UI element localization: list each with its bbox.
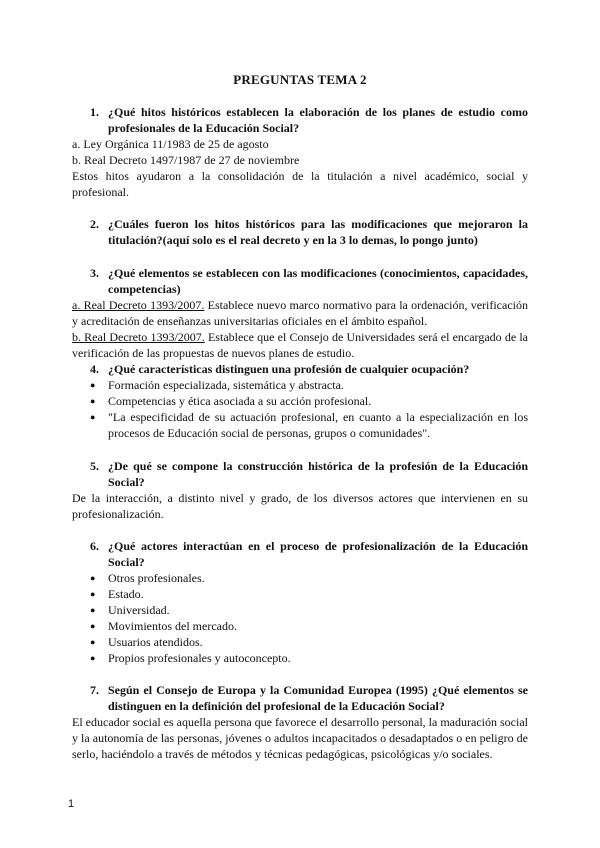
answer-line: b. Real Decreto 1497/1987 de 27 de noviembre [72,153,300,167]
question-3 [90,265,528,297]
question-7 [90,682,528,714]
question-5 [90,458,528,490]
answer-1 [72,136,528,200]
decree-text: Establece nuevo marco normativo para la ordenación, verificación y acreditación de enseñanzas universitarias oficiales en el ámbito español. [72,298,528,328]
question-text: Según el Consejo de Europa y la Comunidad Europea (1995) ¿Qué elementos se distinguen en la definición del profesional de la Educación Social? [108,683,528,713]
question-number: 6. [90,539,99,553]
answer-paragraph: El educador social es aquella persona que favorece el desarrollo personal, la maduración social y la autonomía de las personas, jóvenes o adultos incapacitados o desadaptados o en peligro de serlo, haciéndolo a través de métodos y técnicas pedagógicas, psicológicas y/o sociales. [72,715,528,761]
question-number: 1. [90,105,99,119]
list-item: ● Estado. [90,586,528,602]
question-text: ¿Qué actores interactúan en el proceso de profesionalización de la Educación Social? [108,539,528,569]
question-number: 2. [90,217,99,231]
answer-paragraph: Estos hitos ayudaron a la consolidación de la titulación a nivel académico, social y profesional. [72,169,528,199]
answer-paragraph-a [72,297,528,329]
list-item: ● Universidad. [90,602,528,618]
question-1 [90,104,528,136]
answer-paragraph-b [72,329,528,361]
answer-3 [72,297,528,361]
question-text: ¿De qué se compone la construcción histórica de la profesión de la Educación Social? [108,459,528,489]
list-item: ● Otros profesionales. [90,570,528,586]
question-number: 7. [90,683,99,697]
question-number: 3. [90,266,99,280]
list-item: ● Competencias y ética asociada a su acción profesional. [90,393,528,409]
decree-text: Establece que el Consejo de Universidades será el encargado de la verificación de las propuestas de nuevos planes de estudio. [72,330,528,360]
bullet-list [90,570,528,666]
decree-label: a. Real Decreto 1393/2007. [72,298,205,312]
question-number: 4. [90,362,99,376]
question-2 [90,216,528,248]
list-item: ● "La especificidad de su actuación profesional, en cuanto a la especialización en los procesos de Educación social de personas, grupos o comunidades". [90,409,528,441]
answer-7 [72,714,528,762]
bullet-list [90,377,528,441]
question-4 [90,361,528,377]
list-item: ● Usuarios atendidos. [90,634,528,650]
question-6 [90,538,528,570]
answer-line: a. Ley Orgánica 11/1983 de 25 de agosto [72,137,269,151]
page-title: PREGUNTAS TEMA 2 [233,72,367,87]
list-item: ● Propios profesionales y autoconcepto. [90,650,528,666]
decree-label: b. Real Decreto 1393/2007. [72,330,205,344]
answer-paragraph: De la interacción, a distinto nivel y grado, de los diversos actores que intervienen en su profesionalización. [72,491,528,521]
list-item: ● Formación especializada, sistemática y abstracta. [90,377,528,393]
question-text: ¿Cuáles fueron los hitos históricos para las modificaciones que mejoraron la titulación?(aquí solo es el real decreto y en la 3 lo demas, lo pongo junto) [108,217,528,247]
list-item: ● Movimientos del mercado. [90,618,528,634]
question-text: ¿Qué características distinguen una profesión de cualquier ocupación? [108,362,470,376]
answer-5 [72,490,528,522]
question-text: ¿Qué elementos se establecen con las modificaciones (conocimientos, capacidades, competencias) [108,266,528,296]
question-text: ¿Qué hitos históricos establecen la elaboración de los planes de estudio como profesionales de la Educación Social? [108,105,528,135]
question-number: 5. [90,459,99,473]
answer-4 [90,377,528,441]
page-number: 1 [68,798,75,810]
answer-6 [90,570,528,666]
